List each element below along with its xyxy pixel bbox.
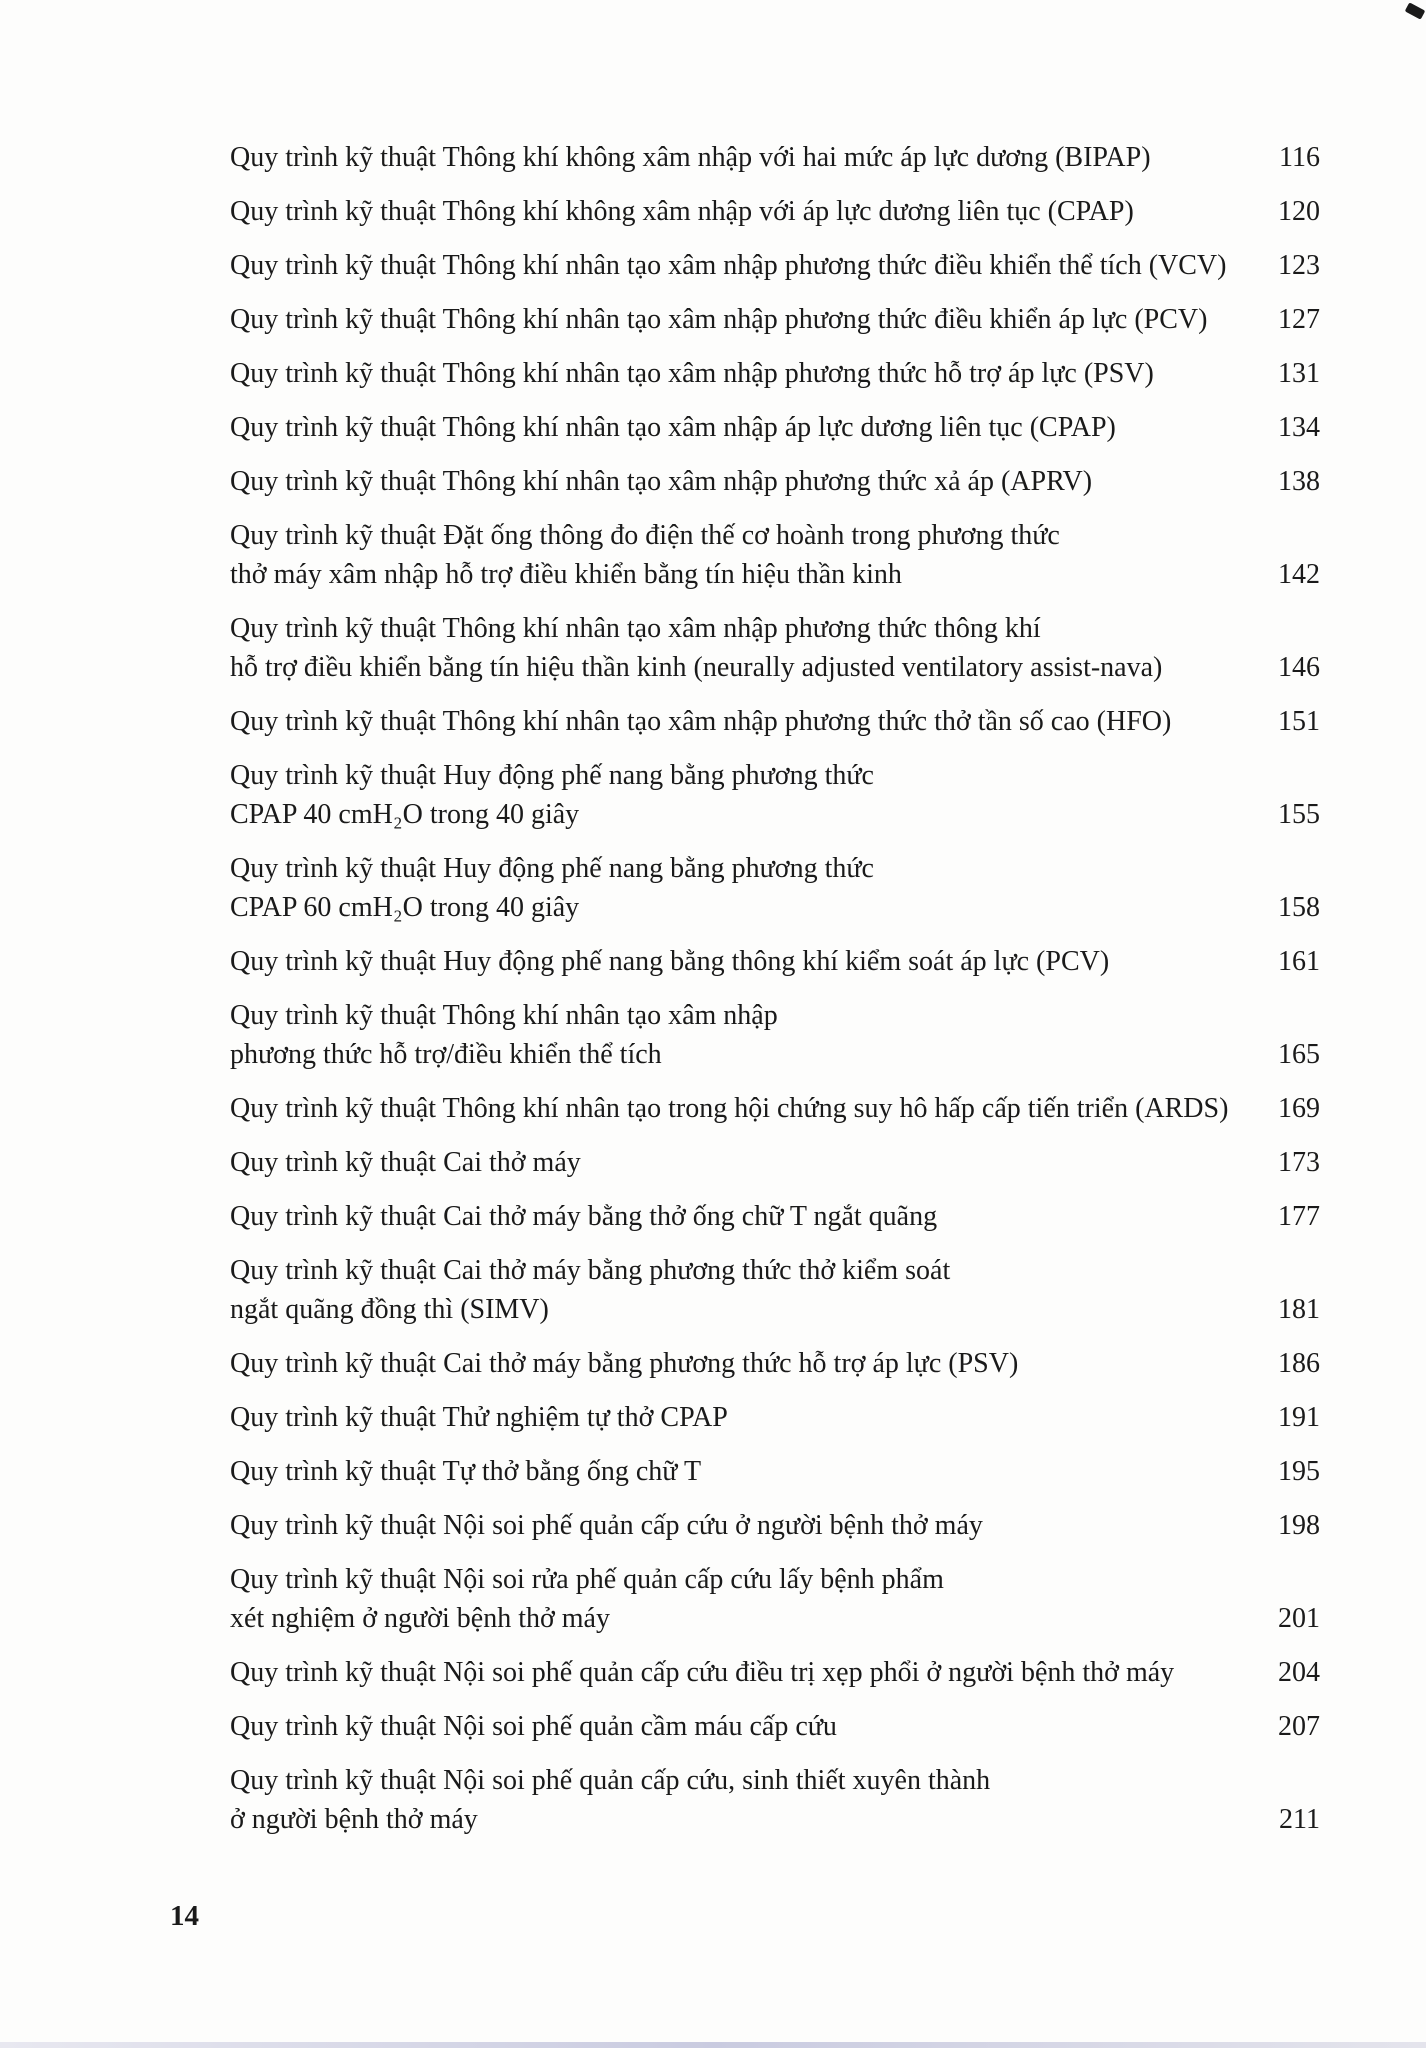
toc-entry-page-number: 127 xyxy=(1278,304,1320,335)
toc-entry-page-number: 186 xyxy=(1278,1348,1320,1379)
toc-entry-title xyxy=(230,942,1230,981)
toc-entry-title-line: Quy trình kỹ thuật Nội soi phế quản cấp cứu ở người bệnh thở máy xyxy=(230,1510,983,1541)
toc-entry-title xyxy=(230,1653,1230,1692)
toc-entry-title xyxy=(230,1452,1230,1491)
toc-entry-title-line: phương thức hỗ trợ/điều khiển thể tích xyxy=(230,1039,662,1070)
toc-entry xyxy=(230,849,1320,927)
toc-entry xyxy=(230,1089,1320,1128)
toc-entry-title xyxy=(230,462,1230,501)
toc-entry xyxy=(230,756,1320,834)
toc-entry xyxy=(230,1143,1320,1182)
toc-entry-title-line: Quy trình kỹ thuật Thông khí không xâm nhập với áp lực dương liên tục (CPAP) xyxy=(230,196,1134,227)
toc-entry-page-number: 116 xyxy=(1279,142,1320,173)
toc-entry-title xyxy=(230,1506,1230,1545)
toc-entry-title-line: Quy trình kỹ thuật Thông khí nhân tạo xâm nhập áp lực dương liên tục (CPAP) xyxy=(230,412,1116,443)
toc-entry-page-number: 211 xyxy=(1279,1804,1320,1835)
toc-entry-page-number: 158 xyxy=(1278,892,1320,923)
toc-entry-page-number: 201 xyxy=(1278,1603,1320,1634)
toc-entry-page-number: 198 xyxy=(1278,1510,1320,1541)
toc-entry-title-line: Quy trình kỹ thuật Thông khí nhân tạo xâm nhập phương thức điều khiển thể tích (VCV) xyxy=(230,250,1227,281)
toc-entry xyxy=(230,1560,1320,1638)
toc-entry-page-number: 204 xyxy=(1278,1657,1320,1688)
toc-entry-title-line: Quy trình kỹ thuật Thông khí nhân tạo xâm nhập xyxy=(230,1000,778,1031)
toc-entry-title xyxy=(230,756,1230,834)
toc-entry-title-line: xét nghiệm ở người bệnh thở máy xyxy=(230,1603,610,1634)
toc-entry-title xyxy=(230,1251,1230,1329)
toc-entry-title xyxy=(230,1344,1230,1383)
toc-entry-title xyxy=(230,1560,1230,1638)
toc-entry-title xyxy=(230,516,1230,594)
toc-entry-title-line: Quy trình kỹ thuật Tự thở bằng ống chữ T xyxy=(230,1456,702,1487)
toc-entry-title xyxy=(230,138,1230,177)
toc-entry-title-line: Quy trình kỹ thuật Nội soi phế quản cấp cứu điều trị xẹp phổi ở người bệnh thở máy xyxy=(230,1657,1175,1688)
toc-entry-title xyxy=(230,246,1230,285)
toc-entry-page-number: 155 xyxy=(1278,799,1320,830)
toc-entry xyxy=(230,138,1320,177)
toc-entry xyxy=(230,408,1320,447)
toc-entry-page-number: 146 xyxy=(1278,652,1320,683)
scan-corner-mark xyxy=(1405,2,1426,19)
toc-entry-title-line: Quy trình kỹ thuật Thông khí nhân tạo xâm nhập phương thức điều khiển áp lực (PCV) xyxy=(230,304,1208,335)
toc-entry-page-number: 165 xyxy=(1278,1039,1320,1070)
toc-entry xyxy=(230,300,1320,339)
toc-entry-title-line: Quy trình kỹ thuật Huy động phế nang bằng thông khí kiểm soát áp lực (PCV) xyxy=(230,946,1110,977)
toc-entry-title-line: thở máy xâm nhập hỗ trợ điều khiển bằng tín hiệu thần kinh xyxy=(230,559,902,590)
toc-entry-title-line: Quy trình kỹ thuật Huy động phế nang bằng phương thức xyxy=(230,853,874,884)
table-of-contents xyxy=(230,138,1320,1854)
toc-entry-page-number: 120 xyxy=(1278,196,1320,227)
toc-entry-title-line: Quy trình kỹ thuật Huy động phế nang bằng phương thức xyxy=(230,760,874,791)
toc-entry-title-line: Quy trình kỹ thuật Thông khí nhân tạo xâm nhập phương thức xả áp (APRV) xyxy=(230,466,1093,497)
toc-entry-page-number: 138 xyxy=(1278,466,1320,497)
toc-entry-title-line: Quy trình kỹ thuật Nội soi phế quản cầm máu cấp cứu xyxy=(230,1711,837,1742)
toc-entry-page-number: 123 xyxy=(1278,250,1320,281)
toc-entry-page-number: 142 xyxy=(1278,559,1320,590)
toc-entry xyxy=(230,1761,1320,1839)
toc-entry-title-line: Quy trình kỹ thuật Cai thở máy bằng phương thức hỗ trợ áp lực (PSV) xyxy=(230,1348,1019,1379)
toc-entry-title xyxy=(230,1398,1230,1437)
toc-entry xyxy=(230,1452,1320,1491)
toc-entry-title xyxy=(230,849,1230,927)
toc-entry xyxy=(230,1506,1320,1545)
toc-entry xyxy=(230,246,1320,285)
toc-entry-title xyxy=(230,1089,1230,1128)
toc-entry-title-line: Quy trình kỹ thuật Cai thở máy xyxy=(230,1147,581,1178)
toc-entry-page-number: 169 xyxy=(1278,1093,1320,1124)
toc-entry-page-number: 195 xyxy=(1278,1456,1320,1487)
toc-entry xyxy=(230,1653,1320,1692)
toc-entry xyxy=(230,1251,1320,1329)
toc-entry-title-line: Quy trình kỹ thuật Cai thở máy bằng thở ống chữ T ngắt quãng xyxy=(230,1201,938,1232)
toc-entry-title-line: CPAP 40 cmH₂O trong 40 giây xyxy=(230,799,580,830)
toc-entry-title-line: CPAP 60 cmH₂O trong 40 giây xyxy=(230,892,580,923)
toc-entry-title xyxy=(230,1707,1230,1746)
toc-entry-title-line: Quy trình kỹ thuật Thử nghiệm tự thở CPAP xyxy=(230,1402,728,1433)
toc-entry-title-line: Quy trình kỹ thuật Thông khí nhân tạo xâm nhập phương thức thở tần số cao (HFO) xyxy=(230,706,1172,737)
toc-entry-title-line: Quy trình kỹ thuật Nội soi rửa phế quản cấp cứu lấy bệnh phẩm xyxy=(230,1564,944,1595)
toc-entry-title-line: Quy trình kỹ thuật Thông khí không xâm nhập với hai mức áp lực dương (BIPAP) xyxy=(230,142,1151,173)
toc-entry-title xyxy=(230,1761,1230,1839)
toc-entry-title xyxy=(230,996,1230,1074)
toc-entry-title xyxy=(230,609,1230,687)
toc-entry xyxy=(230,1398,1320,1437)
toc-entry-title-line: Quy trình kỹ thuật Thông khí nhân tạo xâm nhập phương thức thông khí xyxy=(230,613,1041,644)
toc-entry-title-line: Quy trình kỹ thuật Thông khí nhân tạo xâm nhập phương thức hỗ trợ áp lực (PSV) xyxy=(230,358,1154,389)
toc-entry xyxy=(230,354,1320,393)
page-number: 14 xyxy=(170,1900,199,1932)
toc-entry-title xyxy=(230,1197,1230,1236)
toc-entry xyxy=(230,996,1320,1074)
toc-entry xyxy=(230,609,1320,687)
toc-entry-title xyxy=(230,408,1230,447)
toc-entry-page-number: 161 xyxy=(1278,946,1320,977)
toc-entry xyxy=(230,516,1320,594)
toc-entry-page-number: 173 xyxy=(1278,1147,1320,1178)
toc-entry-page-number: 181 xyxy=(1278,1294,1320,1325)
toc-entry-page-number: 131 xyxy=(1278,358,1320,389)
toc-entry xyxy=(230,702,1320,741)
toc-entry-title xyxy=(230,702,1230,741)
toc-entry xyxy=(230,1344,1320,1383)
toc-entry-page-number: 207 xyxy=(1278,1711,1320,1742)
toc-entry-title xyxy=(230,1143,1230,1182)
toc-entry-title-line: hỗ trợ điều khiển bằng tín hiệu thần kinh (neurally adjusted ventilatory assist-nava) xyxy=(230,652,1163,683)
toc-entry-title-line: ngắt quãng đồng thì (SIMV) xyxy=(230,1294,549,1325)
toc-entry-title xyxy=(230,300,1230,339)
toc-entry-title xyxy=(230,354,1230,393)
toc-entry-title-line: Quy trình kỹ thuật Nội soi phế quản cấp cứu, sinh thiết xuyên thành xyxy=(230,1765,991,1796)
toc-entry-page-number: 191 xyxy=(1278,1402,1320,1433)
toc-entry xyxy=(230,1197,1320,1236)
toc-entry-page-number: 151 xyxy=(1278,706,1320,737)
toc-entry xyxy=(230,1707,1320,1746)
toc-entry-title-line: Quy trình kỹ thuật Thông khí nhân tạo trong hội chứng suy hô hấp cấp tiến triển (ARDS) xyxy=(230,1093,1229,1124)
toc-entry xyxy=(230,942,1320,981)
page-bottom-edge xyxy=(0,2042,1426,2048)
toc-entry xyxy=(230,462,1320,501)
toc-entry-page-number: 134 xyxy=(1278,412,1320,443)
toc-entry xyxy=(230,192,1320,231)
toc-entry-title xyxy=(230,192,1230,231)
toc-entry-title-line: ở người bệnh thở máy xyxy=(230,1804,478,1835)
toc-entry-title-line: Quy trình kỹ thuật Đặt ống thông đo điện thế cơ hoành trong phương thức xyxy=(230,520,1060,551)
toc-entry-page-number: 177 xyxy=(1278,1201,1320,1232)
toc-entry-title-line: Quy trình kỹ thuật Cai thở máy bằng phương thức thở kiểm soát xyxy=(230,1255,951,1286)
